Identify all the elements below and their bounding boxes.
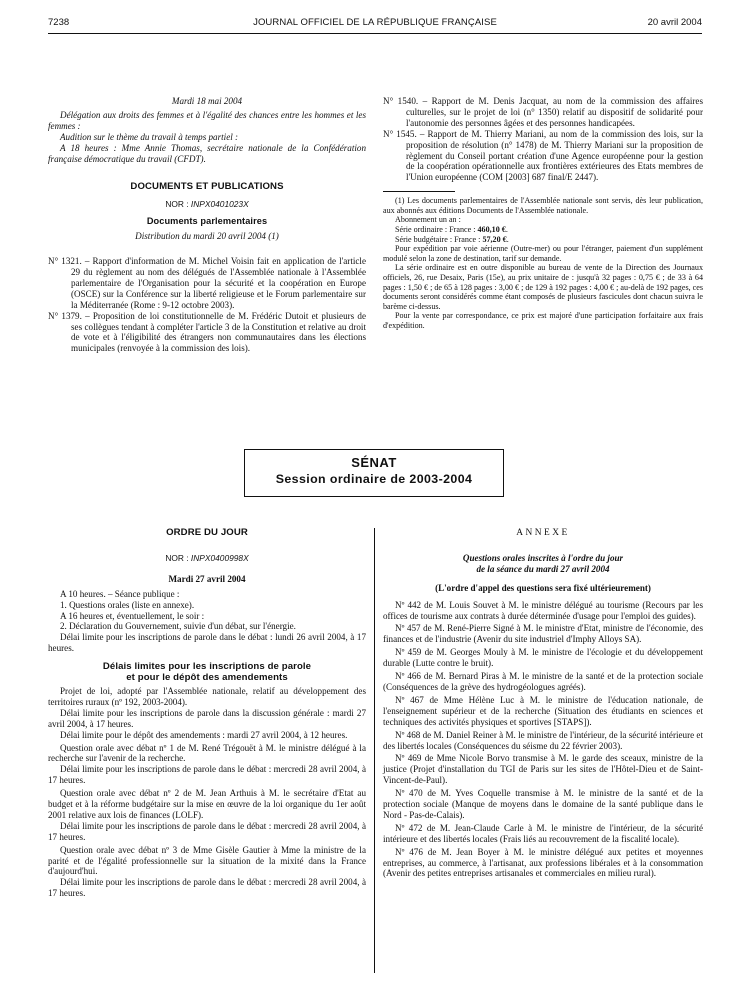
column-ordre-du-jour xyxy=(48,528,366,899)
agenda-line: A 16 heures et, éventuellement, le soir : xyxy=(60,610,205,621)
ordre-du-jour-title: ORDRE DU JOUR xyxy=(166,527,248,538)
session-title: Session ordinaire de 2003-2004 xyxy=(275,472,473,486)
agenda-line: A 10 heures. – Séance publique : xyxy=(60,588,180,599)
annexe-subtitle-2: de la séance du mardi 27 avril 2004 xyxy=(476,563,610,574)
price-budget: Série budgétaire : France : 57,20 €. xyxy=(395,234,509,244)
question-item: Nº 468 de M. Daniel Reiner à M. le ministre de l'intérieur, de la sécurité intérieure et des libertés locales (Conséquences du séisme du 22 février 2003). xyxy=(383,729,703,751)
delays-title-2: et pour le dépôt des amendements xyxy=(126,672,288,684)
question-item: Nº 442 de M. Louis Souvet à M. le ministre délégué au tourisme (Recours par les offices de tourisme aux contrats à durée déterminée d'usage pour l'emploi des guides). xyxy=(383,599,703,621)
question-item: Nº 457 de M. René-Pierre Signé à M. le ministre d'Etat, ministre de l'économie, des finances et de l'industrie (Avenir du site industriel d'Imphy Alloys SA). xyxy=(383,623,703,645)
page-number: 7238 xyxy=(48,17,70,28)
question-item: Nº 459 de M. Georges Mouly à M. le ministre de l'écologie et du développement durable (Lutte contre le bruit). xyxy=(383,647,703,669)
agenda-line: 2. Déclaration du Gouvernement, suivie d'un débat, sur l'énergie. xyxy=(60,621,296,632)
correspondence-note: Pour la vente par correspondance, ce prix est majoré d'une participation forfaitaire aux frais d'expédition. xyxy=(383,311,703,330)
delay-paragraph: Question orale avec débat nº 1 de M. René Trégouët à M. le ministre délégué à la recherche sur l'avenir de la recherche. xyxy=(48,742,366,764)
nor-reference: NOR : INPX0401023X xyxy=(165,199,249,210)
delay-paragraph: Projet de loi, adopté par l'Assemblée nationale, relatif au développement des territoires ruraux (nº 192, 2003-2004). xyxy=(48,685,366,707)
question-item: Nº 470 de M. Yves Coquelle transmise à M. le ministre de la santé et de la protection sociale (Manque de moyens dans le domaine de la santé publique dans le Nord - Pas-de-Calais). xyxy=(383,788,703,820)
delay-paragraph: Question orale avec débat nº 2 de M. Jean Arthuis à M. le secrétaire d'Etat au budget et à la réforme budgétaire sur la mise en œuvre de la loi organique du 1er août 2001 relative aux lois de finances (LOLF). xyxy=(48,788,366,820)
question-item: Nº 476 de M. Jean Boyer à M. le ministre délégué aux petites et moyennes entreprises, au commerce, à l'artisanat, aux professions libérales et à la consommation (Avenir des petites entreprises artisanales et commerciales en milieu rural). xyxy=(383,846,703,879)
delay-paragraph: Question orale avec débat nº 3 de Mme Gisèle Gautier à Mme la ministre de la parité et de l'égalité professionnelle sur la situation de la mixité dans la France d'aujourd'hui. xyxy=(48,844,366,877)
sales-note: La série ordinaire est en outre disponible au bureau de vente de la Direction des Journaux officiels, 26, rue Desaix, Paris (15e), au prix unitaire de : jusqu'à 32 pages : 0,75 € ; de 33 à 64 pages : 1,50 € ; de 65 à 128 pages : 3,00 € ; de 129 à 192 pages : 4,00 € ; au-delà de 192 pages, ces documents seront considérés comme étant composés de plusieurs fascicules dont chacun suivra le barème ci-dessus. xyxy=(383,263,703,311)
question-item: Nº 466 de M. Bernard Piras à M. le ministre de la santé et de la protection sociale (Conséquences de la grève des hydrogéologues agréés). xyxy=(383,671,703,692)
order-note: (L'ordre d'appel des questions sera fixé ultérieurement) xyxy=(435,582,651,593)
senat-banner xyxy=(244,449,504,497)
document-item: N° 1379. – Proposition de loi constitutionnelle de M. Frédéric Dutoit et plusieurs de ses collègues tendant à compléter l'article 3 de la Constitution et relative au droit de vote et à l'éligibilité des étrangers non communautaires dans les élections municipales (renvoyée à la commission des lois). xyxy=(48,310,366,354)
annexe-title: ANNEXE xyxy=(516,528,570,538)
question-item: Nº 467 de Mme Hélène Luc à M. le ministre de l'éducation nationale, de l'enseignement supérieur et de la recherche (Situation des étudiants en sciences et techniques des activités physiques et sportives [STAPS]). xyxy=(383,694,703,727)
column-assemblee-right xyxy=(383,96,703,331)
header-rule xyxy=(48,33,702,34)
section-title-documents: DOCUMENTS ET PUBLICATIONS xyxy=(130,181,284,193)
column-annexe xyxy=(383,528,703,879)
delays-title-1: Délais limites pour les inscriptions de parole xyxy=(102,661,312,673)
delay-paragraph: Délai limite pour les inscriptions de parole dans le débat : mercredi 28 avril 2004, à 17 heures. xyxy=(48,764,366,786)
document-item: N° 1545. – Rapport de M. Thierry Mariani, au nom de la commission des lois, sur la proposition de résolution (n° 1478) de M. Thierry Mariani sur la proposition de règlement du Conseil portant création d'une Agence européenne pour la gestion de la coopération opérationnelle aux frontières extérieures des Etats membres de l'Union européenne (COM [2003] 687 final/E 2447). xyxy=(383,128,703,183)
subtitle-documents-parlementaires: Documents parlementaires xyxy=(146,216,268,227)
audition-line: Audition sur le thème du travail à temps partiel : xyxy=(60,131,239,142)
shipping-note: Pour expédition par voie aérienne (Outre-mer) ou pour l'étranger, paiement d'un supplément modulé selon la zone de destination, tarif sur demande. xyxy=(383,244,703,263)
issue-date: 20 avril 2004 xyxy=(647,17,702,28)
footnote-text: (1) Les documents parlementaires de l'Assemblée nationale sont servis, dès leur publication, aux abonnés aux éditions Documents de l'Assemblée nationale. xyxy=(383,196,703,215)
document-item: N° 1540. – Rapport de M. Denis Jacquat, au nom de la commission des affaires culturelles, sur le projet de loi (n° 1350) relatif au dispositif de solidarité pour l'autonomie des personnes âgées et des personnes handicapées. xyxy=(383,96,703,128)
distribution-line: Distribution du mardi 20 avril 2004 (1) xyxy=(135,231,279,242)
agenda-line: Délai limite pour les inscriptions de parole dans le débat : lundi 26 avril 2004, à 17 heures. xyxy=(48,632,366,654)
delay-paragraph: Délai limite pour les inscriptions de parole dans le débat : mercredi 28 avril 2004, à 17 heures. xyxy=(48,877,366,899)
footnote-rule xyxy=(383,191,455,192)
annexe-subtitle-1: Questions orales inscrites à l'ordre du jour xyxy=(462,552,624,563)
audition-detail: A 18 heures : Mme Annie Thomas, secrétaire nationale de la Confédération française démocratique du travail (CFDT). xyxy=(48,142,366,164)
meeting-date: Mardi 18 mai 2004 xyxy=(171,96,243,106)
journal-title: JOURNAL OFFICIEL DE LA RÉPUBLIQUE FRANÇAISE xyxy=(253,17,497,28)
document-item: N° 1321. – Rapport d'information de M. Michel Voisin fait en application de l'article 29 du règlement au nom des délégués de l'Assemblée nationale à l'Assemblée parlementaire de l'Organisation pour la sécurité et la coopération en Europe (OSCE) sur la Conférence sur la liberté religieuse et le Forum parlementaire sur la Méditerranée (Rome : 9-12 octobre 2003). xyxy=(48,256,366,310)
delegation-line: Délégation aux droits des femmes et à l'égalité des chances entre les hommes et les femmes : xyxy=(48,109,366,131)
column-divider xyxy=(374,528,375,973)
senat-title: SÉNAT xyxy=(351,455,397,470)
agenda-line: 1. Questions orales (liste en annexe). xyxy=(60,599,195,610)
delay-paragraph: Délai limite pour les inscriptions de parole dans la discussion générale : mardi 27 avril 2004, à 17 heures. xyxy=(48,707,366,729)
footnote xyxy=(383,196,703,330)
question-item: Nº 469 de Mme Nicole Borvo transmise à M. le garde des sceaux, ministre de la justice (Projet d'installation du TGI de Paris sur les sites de l'Hôtel-Dieu et de Saint-Vincent-de-Paul). xyxy=(383,753,703,786)
question-item: Nº 472 de M. Jean-Claude Carle à M. le ministre de l'intérieur, de la sécurité intérieure et des libertés locales (Frais liés au recouvrement de la fiscalité locale). xyxy=(383,822,703,844)
price-ordinary: Série ordinaire : France : 460,10 €. xyxy=(395,225,508,235)
nor-reference: NOR : INPX0400998X xyxy=(165,552,249,563)
page-header xyxy=(48,17,702,31)
column-assemblee-left xyxy=(48,96,366,354)
delay-paragraph: Délai limite pour le dépôt des amendements : mardi 27 avril 2004, à 12 heures. xyxy=(60,729,348,740)
delay-paragraph: Délai limite pour les inscriptions de parole dans le débat : mercredi 28 avril 2004, à 17 heures. xyxy=(48,820,366,842)
subscription-label: Abonnement un an : xyxy=(395,215,461,225)
session-date: Mardi 27 avril 2004 xyxy=(168,573,246,584)
